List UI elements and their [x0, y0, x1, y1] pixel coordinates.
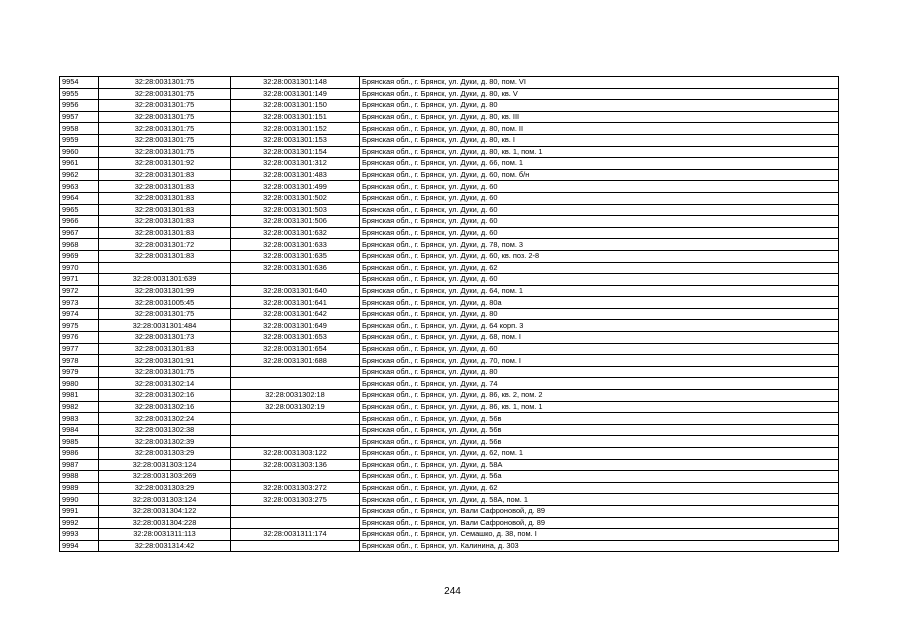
- row-number-cell: 9988: [60, 471, 99, 483]
- table-row: [60, 540, 839, 552]
- table-row: [60, 146, 839, 158]
- parcel-number-cell: 32:28:0031005:45: [99, 297, 231, 309]
- address-cell: Брянская обл., г. Брянск, ул. Дуки, д. 62, пом. 1: [360, 448, 839, 460]
- table-row: [60, 77, 839, 89]
- table-row: [60, 448, 839, 460]
- table-row: [60, 227, 839, 239]
- table-row: [60, 250, 839, 262]
- address-cell: Брянская обл., г. Брянск, ул. Дуки, д. 60: [360, 181, 839, 193]
- object-number-cell: 32:28:0031301:151: [231, 111, 360, 123]
- row-number-cell: 9989: [60, 482, 99, 494]
- parcel-number-cell: 32:28:0031301:92: [99, 158, 231, 170]
- address-cell: Брянская обл., г. Брянск, ул. Дуки, д. 78, пом. 3: [360, 239, 839, 251]
- row-number-cell: 9966: [60, 216, 99, 228]
- parcel-number-cell: 32:28:0031301:75: [99, 134, 231, 146]
- object-number-cell: [231, 274, 360, 286]
- table-row: [60, 262, 839, 274]
- row-number-cell: 9962: [60, 169, 99, 181]
- table-row: [60, 308, 839, 320]
- object-number-cell: 32:28:0031301:635: [231, 250, 360, 262]
- parcel-number-cell: 32:28:0031301:99: [99, 285, 231, 297]
- address-cell: Брянская обл., г. Брянск, ул. Дуки, д. 80, кв. V: [360, 88, 839, 100]
- table-row: [60, 459, 839, 471]
- parcel-number-cell: 32:28:0031302:39: [99, 436, 231, 448]
- parcel-number-cell: 32:28:0031301:73: [99, 332, 231, 344]
- object-number-cell: [231, 505, 360, 517]
- parcel-number-cell: 32:28:0031301:639: [99, 274, 231, 286]
- address-cell: Брянская обл., г. Брянск, ул. Дуки, д. 66, пом. 1: [360, 158, 839, 170]
- table-row: [60, 239, 839, 251]
- object-number-cell: [231, 517, 360, 529]
- parcel-number-cell: 32:28:0031301:83: [99, 192, 231, 204]
- object-number-cell: 32:28:0031302:18: [231, 390, 360, 402]
- parcel-number-cell: 32:28:0031311:113: [99, 529, 231, 541]
- register-table: [59, 76, 839, 552]
- row-number-cell: 9976: [60, 332, 99, 344]
- address-cell: Брянская обл., г. Брянск, ул. Дуки, д. 74: [360, 378, 839, 390]
- object-number-cell: 32:28:0031301:654: [231, 343, 360, 355]
- address-cell: Брянская обл., г. Брянск, ул. Дуки, д. 60, кв. поз. 2-8: [360, 250, 839, 262]
- row-number-cell: 9957: [60, 111, 99, 123]
- parcel-number-cell: 32:28:0031301:72: [99, 239, 231, 251]
- object-number-cell: 32:28:0031303:122: [231, 448, 360, 460]
- object-number-cell: 32:28:0031301:499: [231, 181, 360, 193]
- row-number-cell: 9982: [60, 401, 99, 413]
- row-number-cell: 9987: [60, 459, 99, 471]
- table-row: [60, 274, 839, 286]
- address-cell: Брянская обл., г. Брянск, ул. Дуки, д. 64 корп. 3: [360, 320, 839, 332]
- row-number-cell: 9964: [60, 192, 99, 204]
- parcel-number-cell: 32:28:0031302:14: [99, 378, 231, 390]
- address-cell: Брянская обл., г. Брянск, ул. Дуки, д. 80, пом. VI: [360, 77, 839, 89]
- object-number-cell: 32:28:0031303:272: [231, 482, 360, 494]
- row-number-cell: 9974: [60, 308, 99, 320]
- object-number-cell: 32:28:0031301:636: [231, 262, 360, 274]
- row-number-cell: 9981: [60, 390, 99, 402]
- object-number-cell: 32:28:0031301:632: [231, 227, 360, 239]
- parcel-number-cell: 32:28:0031301:83: [99, 250, 231, 262]
- parcel-number-cell: 32:28:0031302:24: [99, 413, 231, 425]
- row-number-cell: 9973: [60, 297, 99, 309]
- parcel-number-cell: 32:28:0031301:83: [99, 343, 231, 355]
- parcel-number-cell: 32:28:0031303:29: [99, 448, 231, 460]
- object-number-cell: 32:28:0031301:312: [231, 158, 360, 170]
- table-row: [60, 204, 839, 216]
- parcel-number-cell: 32:28:0031302:16: [99, 401, 231, 413]
- object-number-cell: 32:28:0031301:641: [231, 297, 360, 309]
- object-number-cell: [231, 540, 360, 552]
- row-number-cell: 9968: [60, 239, 99, 251]
- address-cell: Брянская обл., г. Брянск, ул. Дуки, д. 80, пом. II: [360, 123, 839, 135]
- table-row: [60, 169, 839, 181]
- row-number-cell: 9967: [60, 227, 99, 239]
- table-row: [60, 366, 839, 378]
- table-row: [60, 111, 839, 123]
- table-row: [60, 390, 839, 402]
- object-number-cell: 32:28:0031301:150: [231, 100, 360, 112]
- parcel-number-cell: 32:28:0031314:42: [99, 540, 231, 552]
- object-number-cell: 32:28:0031301:152: [231, 123, 360, 135]
- address-cell: Брянская обл., г. Брянск, ул. Дуки, д. 86, кв. 1, пом. 1: [360, 401, 839, 413]
- row-number-cell: 9970: [60, 262, 99, 274]
- table-row: [60, 343, 839, 355]
- address-cell: Брянская обл., г. Брянск, ул. Дуки, д. 60: [360, 204, 839, 216]
- table-row: [60, 216, 839, 228]
- parcel-number-cell: 32:28:0031301:75: [99, 111, 231, 123]
- table-row: [60, 482, 839, 494]
- row-number-cell: 9965: [60, 204, 99, 216]
- parcel-number-cell: [99, 262, 231, 274]
- row-number-cell: 9990: [60, 494, 99, 506]
- object-number-cell: 32:28:0031301:688: [231, 355, 360, 367]
- parcel-number-cell: 32:28:0031302:16: [99, 390, 231, 402]
- row-number-cell: 9983: [60, 413, 99, 425]
- address-cell: Брянская обл., г. Брянск, ул. Дуки, д. 80, кв. 1, пом. 1: [360, 146, 839, 158]
- object-number-cell: 32:28:0031301:649: [231, 320, 360, 332]
- table-row: [60, 192, 839, 204]
- parcel-number-cell: 32:28:0031301:83: [99, 169, 231, 181]
- address-cell: Брянская обл., г. Брянск, ул. Вали Сафроновой, д. 89: [360, 505, 839, 517]
- row-number-cell: 9986: [60, 448, 99, 460]
- address-cell: Брянская обл., г. Брянск, ул. Дуки, д. 62: [360, 482, 839, 494]
- object-number-cell: 32:28:0031311:174: [231, 529, 360, 541]
- object-number-cell: 32:28:0031301:483: [231, 169, 360, 181]
- address-cell: Брянская обл., г. Брянск, ул. Дуки, д. 60: [360, 227, 839, 239]
- parcel-number-cell: 32:28:0031301:75: [99, 146, 231, 158]
- object-number-cell: 32:28:0031303:136: [231, 459, 360, 471]
- address-cell: Брянская обл., г. Брянск, ул. Дуки, д. 86, кв. 2, пом. 2: [360, 390, 839, 402]
- table-row: [60, 471, 839, 483]
- address-cell: Брянская обл., г. Брянск, ул. Вали Сафроновой, д. 89: [360, 517, 839, 529]
- table-row: [60, 88, 839, 100]
- object-number-cell: 32:28:0031301:148: [231, 77, 360, 89]
- address-cell: Брянская обл., г. Брянск, ул. Дуки, д. 56а: [360, 471, 839, 483]
- address-cell: Брянская обл., г. Брянск, ул. Дуки, д. 64, пом. 1: [360, 285, 839, 297]
- table-row: [60, 320, 839, 332]
- object-number-cell: 32:28:0031301:503: [231, 204, 360, 216]
- table-row: [60, 494, 839, 506]
- table-row: [60, 100, 839, 112]
- parcel-number-cell: 32:28:0031302:38: [99, 424, 231, 436]
- row-number-cell: 9980: [60, 378, 99, 390]
- row-number-cell: 9963: [60, 181, 99, 193]
- object-number-cell: 32:28:0031301:154: [231, 146, 360, 158]
- object-number-cell: [231, 366, 360, 378]
- table-row: [60, 401, 839, 413]
- address-cell: Брянская обл., г. Брянск, ул. Дуки, д. 56в: [360, 424, 839, 436]
- address-cell: Брянская обл., г. Брянск, ул. Дуки, д. 56в: [360, 413, 839, 425]
- parcel-number-cell: 32:28:0031303:269: [99, 471, 231, 483]
- parcel-number-cell: 32:28:0031303:124: [99, 459, 231, 471]
- row-number-cell: 9978: [60, 355, 99, 367]
- row-number-cell: 9961: [60, 158, 99, 170]
- page-number: 244: [444, 586, 461, 597]
- table-row: [60, 424, 839, 436]
- address-cell: Брянская обл., г. Брянск, ул. Дуки, д. 70, пом. I: [360, 355, 839, 367]
- object-number-cell: 32:28:0031302:19: [231, 401, 360, 413]
- parcel-number-cell: 32:28:0031301:83: [99, 216, 231, 228]
- row-number-cell: 9958: [60, 123, 99, 135]
- table-row: [60, 123, 839, 135]
- row-number-cell: 9969: [60, 250, 99, 262]
- address-cell: Брянская обл., г. Брянск, ул. Калинина, д. 303: [360, 540, 839, 552]
- parcel-number-cell: 32:28:0031301:75: [99, 366, 231, 378]
- address-cell: Брянская обл., г. Брянск, ул. Дуки, д. 68, пом. I: [360, 332, 839, 344]
- row-number-cell: 9959: [60, 134, 99, 146]
- register-table-body: [60, 77, 839, 552]
- table-row: [60, 297, 839, 309]
- row-number-cell: 9955: [60, 88, 99, 100]
- parcel-number-cell: 32:28:0031301:91: [99, 355, 231, 367]
- address-cell: Брянская обл., г. Брянск, ул. Дуки, д. 60: [360, 216, 839, 228]
- row-number-cell: 9977: [60, 343, 99, 355]
- table-row: [60, 413, 839, 425]
- parcel-number-cell: 32:28:0031303:124: [99, 494, 231, 506]
- row-number-cell: 9956: [60, 100, 99, 112]
- object-number-cell: 32:28:0031301:149: [231, 88, 360, 100]
- table-row: [60, 355, 839, 367]
- parcel-number-cell: 32:28:0031301:75: [99, 77, 231, 89]
- parcel-number-cell: 32:28:0031301:75: [99, 123, 231, 135]
- table-row: [60, 378, 839, 390]
- address-cell: Брянская обл., г. Брянск, ул. Дуки, д. 58А, пом. 1: [360, 494, 839, 506]
- parcel-number-cell: 32:28:0031301:75: [99, 88, 231, 100]
- table-row: [60, 332, 839, 344]
- table-row: [60, 505, 839, 517]
- row-number-cell: 9972: [60, 285, 99, 297]
- address-cell: Брянская обл., г. Брянск, ул. Дуки, д. 60, пом. б/н: [360, 169, 839, 181]
- table-row: [60, 517, 839, 529]
- row-number-cell: 9960: [60, 146, 99, 158]
- parcel-number-cell: 32:28:0031304:228: [99, 517, 231, 529]
- parcel-number-cell: 32:28:0031301:83: [99, 227, 231, 239]
- row-number-cell: 9971: [60, 274, 99, 286]
- parcel-number-cell: 32:28:0031304:122: [99, 505, 231, 517]
- table-row: [60, 436, 839, 448]
- table-row: [60, 285, 839, 297]
- parcel-number-cell: 32:28:0031301:75: [99, 308, 231, 320]
- row-number-cell: 9991: [60, 505, 99, 517]
- row-number-cell: 9975: [60, 320, 99, 332]
- object-number-cell: [231, 424, 360, 436]
- object-number-cell: 32:28:0031301:653: [231, 332, 360, 344]
- address-cell: Брянская обл., г. Брянск, ул. Дуки, д. 80, кв. I: [360, 134, 839, 146]
- parcel-number-cell: 32:28:0031303:29: [99, 482, 231, 494]
- address-cell: Брянская обл., г. Брянск, ул. Дуки, д. 60: [360, 343, 839, 355]
- row-number-cell: 9954: [60, 77, 99, 89]
- address-cell: Брянская обл., г. Брянск, ул. Дуки, д. 80, кв. III: [360, 111, 839, 123]
- row-number-cell: 9993: [60, 529, 99, 541]
- object-number-cell: 32:28:0031301:640: [231, 285, 360, 297]
- parcel-number-cell: 32:28:0031301:484: [99, 320, 231, 332]
- parcel-number-cell: 32:28:0031301:83: [99, 204, 231, 216]
- object-number-cell: [231, 436, 360, 448]
- parcel-number-cell: 32:28:0031301:83: [99, 181, 231, 193]
- row-number-cell: 9985: [60, 436, 99, 448]
- address-cell: Брянская обл., г. Брянск, ул. Семашко, д. 38, пом. I: [360, 529, 839, 541]
- address-cell: Брянская обл., г. Брянск, ул. Дуки, д. 80: [360, 308, 839, 320]
- object-number-cell: 32:28:0031301:506: [231, 216, 360, 228]
- row-number-cell: 9992: [60, 517, 99, 529]
- object-number-cell: 32:28:0031301:633: [231, 239, 360, 251]
- table-row: [60, 134, 839, 146]
- address-cell: Брянская обл., г. Брянск, ул. Дуки, д. 60: [360, 274, 839, 286]
- object-number-cell: 32:28:0031301:642: [231, 308, 360, 320]
- object-number-cell: 32:28:0031301:502: [231, 192, 360, 204]
- row-number-cell: 9979: [60, 366, 99, 378]
- object-number-cell: 32:28:0031301:153: [231, 134, 360, 146]
- parcel-number-cell: 32:28:0031301:75: [99, 100, 231, 112]
- table-row: [60, 181, 839, 193]
- object-number-cell: 32:28:0031303:275: [231, 494, 360, 506]
- object-number-cell: [231, 378, 360, 390]
- object-number-cell: [231, 413, 360, 425]
- table-row: [60, 158, 839, 170]
- address-cell: Брянская обл., г. Брянск, ул. Дуки, д. 60: [360, 192, 839, 204]
- address-cell: Брянская обл., г. Брянск, ул. Дуки, д. 80: [360, 366, 839, 378]
- address-cell: Брянская обл., г. Брянск, ул. Дуки, д. 62: [360, 262, 839, 274]
- address-cell: Брянская обл., г. Брянск, ул. Дуки, д. 80: [360, 100, 839, 112]
- address-cell: Брянская обл., г. Брянск, ул. Дуки, д. 56в: [360, 436, 839, 448]
- row-number-cell: 9984: [60, 424, 99, 436]
- row-number-cell: 9994: [60, 540, 99, 552]
- table-row: [60, 529, 839, 541]
- address-cell: Брянская обл., г. Брянск, ул. Дуки, д. 80а: [360, 297, 839, 309]
- address-cell: Брянская обл., г. Брянск, ул. Дуки, д. 58А: [360, 459, 839, 471]
- object-number-cell: [231, 471, 360, 483]
